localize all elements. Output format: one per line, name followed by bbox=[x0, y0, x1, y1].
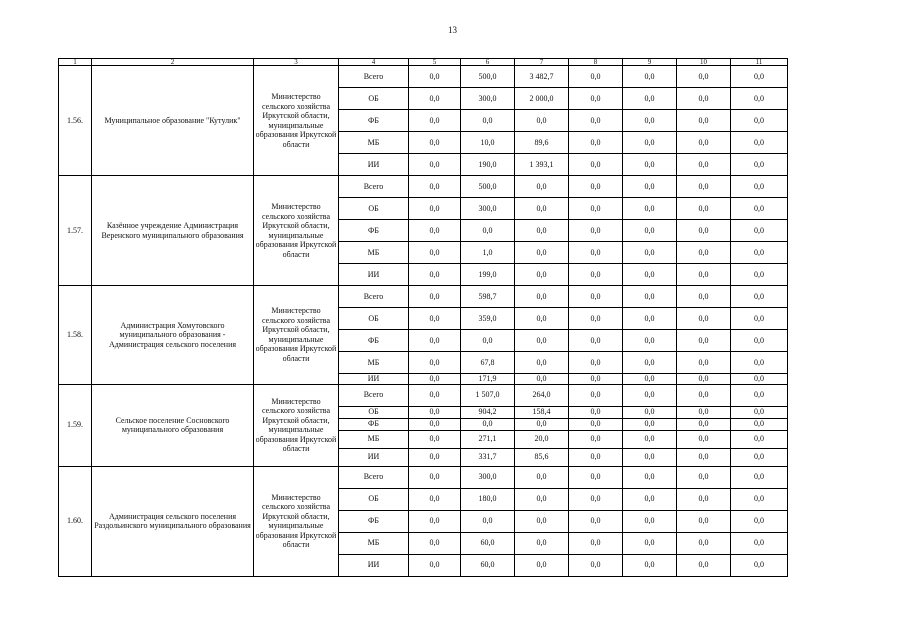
funding-source: ИИ bbox=[339, 448, 409, 466]
table-row bbox=[59, 176, 788, 198]
value-cell: 0,0 bbox=[409, 466, 461, 488]
value-cell: 0,0 bbox=[409, 110, 461, 132]
value-cell: 0,0 bbox=[515, 352, 569, 374]
value-cell: 0,0 bbox=[569, 488, 623, 510]
value-cell: 0,0 bbox=[461, 110, 515, 132]
value-cell: 0,0 bbox=[569, 510, 623, 532]
value-cell: 0,0 bbox=[461, 418, 515, 430]
item-name: Администрация Хомутовского муниципального образования - Администрация сельского поселения bbox=[92, 286, 254, 385]
value-cell: 0,0 bbox=[623, 110, 677, 132]
table-row bbox=[59, 66, 788, 88]
value-cell: 0,0 bbox=[409, 384, 461, 406]
value-cell: 0,0 bbox=[569, 308, 623, 330]
column-header: 6 bbox=[461, 59, 515, 66]
value-cell: 0,0 bbox=[569, 430, 623, 448]
value-cell: 0,0 bbox=[569, 286, 623, 308]
value-cell: 0,0 bbox=[731, 66, 788, 88]
value-cell: 0,0 bbox=[677, 532, 731, 554]
responsible-executor: Министерство сельского хозяйства Иркутской области, муниципальные образования Иркутской области bbox=[254, 466, 339, 576]
value-cell: 0,0 bbox=[409, 176, 461, 198]
item-name: Сельское поселение Сосновского муниципального образования bbox=[92, 384, 254, 466]
value-cell: 0,0 bbox=[409, 132, 461, 154]
funding-source: МБ bbox=[339, 532, 409, 554]
funding-source: Всего bbox=[339, 384, 409, 406]
value-cell: 0,0 bbox=[623, 466, 677, 488]
page-number: 13 bbox=[448, 25, 457, 35]
funding-source: ОБ bbox=[339, 488, 409, 510]
value-cell: 0,0 bbox=[677, 448, 731, 466]
responsible-executor: Министерство сельского хозяйства Иркутской области, муниципальные образования Иркутской области bbox=[254, 66, 339, 176]
value-cell: 0,0 bbox=[623, 448, 677, 466]
value-cell: 0,0 bbox=[569, 110, 623, 132]
value-cell: 0,0 bbox=[515, 198, 569, 220]
value-cell: 0,0 bbox=[515, 286, 569, 308]
value-cell: 0,0 bbox=[731, 198, 788, 220]
value-cell: 0,0 bbox=[677, 132, 731, 154]
funding-source: Всего bbox=[339, 286, 409, 308]
value-cell: 264,0 bbox=[515, 384, 569, 406]
value-cell: 180,0 bbox=[461, 488, 515, 510]
item-name: Казённое учреждение Администрация Веренского муниципального образования bbox=[92, 176, 254, 286]
value-cell: 0,0 bbox=[677, 418, 731, 430]
value-cell: 0,0 bbox=[623, 510, 677, 532]
value-cell: 0,0 bbox=[569, 66, 623, 88]
value-cell: 190,0 bbox=[461, 154, 515, 176]
value-cell: 0,0 bbox=[515, 466, 569, 488]
column-header: 2 bbox=[92, 59, 254, 66]
column-header: 4 bbox=[339, 59, 409, 66]
value-cell: 0,0 bbox=[515, 330, 569, 352]
value-cell: 0,0 bbox=[677, 488, 731, 510]
value-cell: 0,0 bbox=[623, 330, 677, 352]
funding-source: ФБ bbox=[339, 110, 409, 132]
value-cell: 0,0 bbox=[515, 488, 569, 510]
value-cell: 0,0 bbox=[677, 466, 731, 488]
value-cell: 0,0 bbox=[623, 220, 677, 242]
value-cell: 0,0 bbox=[461, 220, 515, 242]
funding-source: МБ bbox=[339, 132, 409, 154]
value-cell: 0,0 bbox=[515, 532, 569, 554]
funding-source: ФБ bbox=[339, 510, 409, 532]
value-cell: 199,0 bbox=[461, 264, 515, 286]
value-cell: 500,0 bbox=[461, 176, 515, 198]
value-cell: 0,0 bbox=[409, 406, 461, 418]
value-cell: 359,0 bbox=[461, 308, 515, 330]
value-cell: 0,0 bbox=[623, 88, 677, 110]
value-cell: 0,0 bbox=[623, 264, 677, 286]
table-row bbox=[59, 286, 788, 308]
value-cell: 0,0 bbox=[677, 330, 731, 352]
value-cell: 0,0 bbox=[623, 154, 677, 176]
value-cell: 0,0 bbox=[623, 66, 677, 88]
funding-source: МБ bbox=[339, 352, 409, 374]
value-cell: 0,0 bbox=[623, 352, 677, 374]
value-cell: 89,6 bbox=[515, 132, 569, 154]
table-row bbox=[59, 466, 788, 488]
value-cell: 0,0 bbox=[731, 466, 788, 488]
value-cell: 0,0 bbox=[409, 554, 461, 576]
value-cell: 0,0 bbox=[409, 532, 461, 554]
value-cell: 0,0 bbox=[569, 448, 623, 466]
value-cell: 0,0 bbox=[409, 430, 461, 448]
value-cell: 0,0 bbox=[623, 384, 677, 406]
value-cell: 0,0 bbox=[623, 554, 677, 576]
value-cell: 1,0 bbox=[461, 242, 515, 264]
value-cell: 0,0 bbox=[515, 554, 569, 576]
value-cell: 0,0 bbox=[515, 242, 569, 264]
value-cell: 0,0 bbox=[677, 198, 731, 220]
value-cell: 500,0 bbox=[461, 66, 515, 88]
value-cell: 158,4 bbox=[515, 406, 569, 418]
item-code: 1.58. bbox=[59, 286, 92, 385]
value-cell: 0,0 bbox=[515, 510, 569, 532]
value-cell: 0,0 bbox=[515, 308, 569, 330]
value-cell: 0,0 bbox=[731, 132, 788, 154]
column-number-row bbox=[59, 59, 788, 66]
funding-source: Всего bbox=[339, 66, 409, 88]
value-cell: 0,0 bbox=[731, 488, 788, 510]
item-code: 1.59. bbox=[59, 384, 92, 466]
value-cell: 0,0 bbox=[731, 264, 788, 286]
value-cell: 0,0 bbox=[569, 176, 623, 198]
responsible-executor: Министерство сельского хозяйства Иркутской области, муниципальные образования Иркутской области bbox=[254, 384, 339, 466]
value-cell: 0,0 bbox=[677, 352, 731, 374]
value-cell: 0,0 bbox=[569, 264, 623, 286]
value-cell: 0,0 bbox=[515, 176, 569, 198]
value-cell: 0,0 bbox=[409, 510, 461, 532]
value-cell: 0,0 bbox=[677, 308, 731, 330]
value-cell: 0,0 bbox=[409, 154, 461, 176]
funding-source: ОБ bbox=[339, 406, 409, 418]
value-cell: 0,0 bbox=[569, 384, 623, 406]
funding-source: ОБ bbox=[339, 308, 409, 330]
value-cell: 0,0 bbox=[623, 242, 677, 264]
value-cell: 0,0 bbox=[515, 110, 569, 132]
value-cell: 0,0 bbox=[677, 66, 731, 88]
value-cell: 0,0 bbox=[731, 418, 788, 430]
value-cell: 0,0 bbox=[677, 286, 731, 308]
funding-source: МБ bbox=[339, 242, 409, 264]
column-header: 8 bbox=[569, 59, 623, 66]
budget-table bbox=[58, 58, 788, 577]
value-cell: 331,7 bbox=[461, 448, 515, 466]
value-cell: 60,0 bbox=[461, 532, 515, 554]
value-cell: 0,0 bbox=[623, 132, 677, 154]
value-cell: 0,0 bbox=[569, 330, 623, 352]
value-cell: 0,0 bbox=[731, 308, 788, 330]
funding-source: ФБ bbox=[339, 418, 409, 430]
value-cell: 0,0 bbox=[623, 418, 677, 430]
value-cell: 0,0 bbox=[677, 430, 731, 448]
value-cell: 0,0 bbox=[409, 220, 461, 242]
value-cell: 2 000,0 bbox=[515, 88, 569, 110]
value-cell: 0,0 bbox=[409, 374, 461, 385]
value-cell: 0,0 bbox=[731, 554, 788, 576]
value-cell: 0,0 bbox=[731, 430, 788, 448]
value-cell: 0,0 bbox=[731, 406, 788, 418]
value-cell: 0,0 bbox=[569, 352, 623, 374]
value-cell: 0,0 bbox=[409, 448, 461, 466]
value-cell: 0,0 bbox=[515, 374, 569, 385]
table-body bbox=[59, 66, 788, 577]
value-cell: 0,0 bbox=[731, 510, 788, 532]
funding-source: МБ bbox=[339, 430, 409, 448]
item-code: 1.60. bbox=[59, 466, 92, 576]
table-header bbox=[59, 59, 788, 66]
value-cell: 0,0 bbox=[731, 448, 788, 466]
value-cell: 0,0 bbox=[731, 110, 788, 132]
value-cell: 0,0 bbox=[409, 264, 461, 286]
column-header: 1 bbox=[59, 59, 92, 66]
value-cell: 0,0 bbox=[623, 374, 677, 385]
value-cell: 85,6 bbox=[515, 448, 569, 466]
value-cell: 0,0 bbox=[461, 330, 515, 352]
funding-source: ИИ bbox=[339, 154, 409, 176]
value-cell: 0,0 bbox=[677, 406, 731, 418]
value-cell: 0,0 bbox=[409, 418, 461, 430]
value-cell: 0,0 bbox=[409, 286, 461, 308]
value-cell: 0,0 bbox=[623, 406, 677, 418]
value-cell: 0,0 bbox=[677, 154, 731, 176]
value-cell: 60,0 bbox=[461, 554, 515, 576]
value-cell: 0,0 bbox=[623, 308, 677, 330]
funding-source: ОБ bbox=[339, 198, 409, 220]
value-cell: 0,0 bbox=[731, 352, 788, 374]
value-cell: 0,0 bbox=[677, 374, 731, 385]
value-cell: 0,0 bbox=[623, 430, 677, 448]
funding-source: ФБ bbox=[339, 220, 409, 242]
value-cell: 0,0 bbox=[569, 406, 623, 418]
funding-source: ИИ bbox=[339, 374, 409, 385]
value-cell: 0,0 bbox=[623, 488, 677, 510]
value-cell: 0,0 bbox=[623, 198, 677, 220]
value-cell: 0,0 bbox=[677, 220, 731, 242]
value-cell: 300,0 bbox=[461, 466, 515, 488]
value-cell: 0,0 bbox=[461, 510, 515, 532]
value-cell: 904,2 bbox=[461, 406, 515, 418]
value-cell: 0,0 bbox=[677, 110, 731, 132]
value-cell: 171,9 bbox=[461, 374, 515, 385]
value-cell: 0,0 bbox=[731, 220, 788, 242]
value-cell: 300,0 bbox=[461, 198, 515, 220]
funding-source: ФБ bbox=[339, 330, 409, 352]
value-cell: 0,0 bbox=[623, 176, 677, 198]
value-cell: 0,0 bbox=[569, 466, 623, 488]
value-cell: 0,0 bbox=[731, 330, 788, 352]
value-cell: 0,0 bbox=[569, 88, 623, 110]
value-cell: 0,0 bbox=[409, 88, 461, 110]
column-header: 3 bbox=[254, 59, 339, 66]
value-cell: 0,0 bbox=[623, 286, 677, 308]
funding-source: ИИ bbox=[339, 554, 409, 576]
funding-source: Всего bbox=[339, 176, 409, 198]
value-cell: 0,0 bbox=[569, 198, 623, 220]
funding-source: ИИ bbox=[339, 264, 409, 286]
value-cell: 0,0 bbox=[677, 176, 731, 198]
value-cell: 0,0 bbox=[731, 176, 788, 198]
value-cell: 0,0 bbox=[409, 488, 461, 510]
column-header: 7 bbox=[515, 59, 569, 66]
value-cell: 0,0 bbox=[731, 384, 788, 406]
value-cell: 0,0 bbox=[515, 264, 569, 286]
column-header: 5 bbox=[409, 59, 461, 66]
value-cell: 0,0 bbox=[731, 242, 788, 264]
column-header: 10 bbox=[677, 59, 731, 66]
value-cell: 0,0 bbox=[731, 88, 788, 110]
value-cell: 20,0 bbox=[515, 430, 569, 448]
item-code: 1.56. bbox=[59, 66, 92, 176]
value-cell: 0,0 bbox=[409, 330, 461, 352]
value-cell: 3 482,7 bbox=[515, 66, 569, 88]
value-cell: 0,0 bbox=[409, 352, 461, 374]
funding-source: ОБ bbox=[339, 88, 409, 110]
value-cell: 271,1 bbox=[461, 430, 515, 448]
value-cell: 300,0 bbox=[461, 88, 515, 110]
value-cell: 67,8 bbox=[461, 352, 515, 374]
funding-source: Всего bbox=[339, 466, 409, 488]
value-cell: 1 393,1 bbox=[515, 154, 569, 176]
value-cell: 0,0 bbox=[731, 154, 788, 176]
responsible-executor: Министерство сельского хозяйства Иркутской области, муниципальные образования Иркутской области bbox=[254, 176, 339, 286]
item-code: 1.57. bbox=[59, 176, 92, 286]
value-cell: 0,0 bbox=[623, 532, 677, 554]
item-name: Администрация сельского поселения Раздольинского муниципального образования bbox=[92, 466, 254, 576]
column-header: 9 bbox=[623, 59, 677, 66]
value-cell: 0,0 bbox=[569, 154, 623, 176]
value-cell: 0,0 bbox=[731, 286, 788, 308]
value-cell: 0,0 bbox=[677, 384, 731, 406]
value-cell: 0,0 bbox=[569, 532, 623, 554]
value-cell: 0,0 bbox=[569, 132, 623, 154]
value-cell: 0,0 bbox=[569, 220, 623, 242]
value-cell: 0,0 bbox=[409, 308, 461, 330]
table-row bbox=[59, 384, 788, 406]
value-cell: 10,0 bbox=[461, 132, 515, 154]
value-cell: 0,0 bbox=[515, 418, 569, 430]
value-cell: 0,0 bbox=[515, 220, 569, 242]
value-cell: 0,0 bbox=[677, 554, 731, 576]
value-cell: 0,0 bbox=[409, 66, 461, 88]
value-cell: 0,0 bbox=[569, 242, 623, 264]
value-cell: 0,0 bbox=[569, 554, 623, 576]
item-name: Муниципальное образование "Кутулик" bbox=[92, 66, 254, 176]
value-cell: 0,0 bbox=[677, 242, 731, 264]
column-header: 11 bbox=[731, 59, 788, 66]
value-cell: 0,0 bbox=[677, 88, 731, 110]
value-cell: 0,0 bbox=[409, 198, 461, 220]
value-cell: 1 507,0 bbox=[461, 384, 515, 406]
responsible-executor: Министерство сельского хозяйства Иркутской области, муниципальные образования Иркутской области bbox=[254, 286, 339, 385]
value-cell: 0,0 bbox=[569, 418, 623, 430]
value-cell: 0,0 bbox=[731, 532, 788, 554]
value-cell: 0,0 bbox=[731, 374, 788, 385]
value-cell: 0,0 bbox=[569, 374, 623, 385]
value-cell: 0,0 bbox=[677, 510, 731, 532]
value-cell: 598,7 bbox=[461, 286, 515, 308]
value-cell: 0,0 bbox=[677, 264, 731, 286]
value-cell: 0,0 bbox=[409, 242, 461, 264]
